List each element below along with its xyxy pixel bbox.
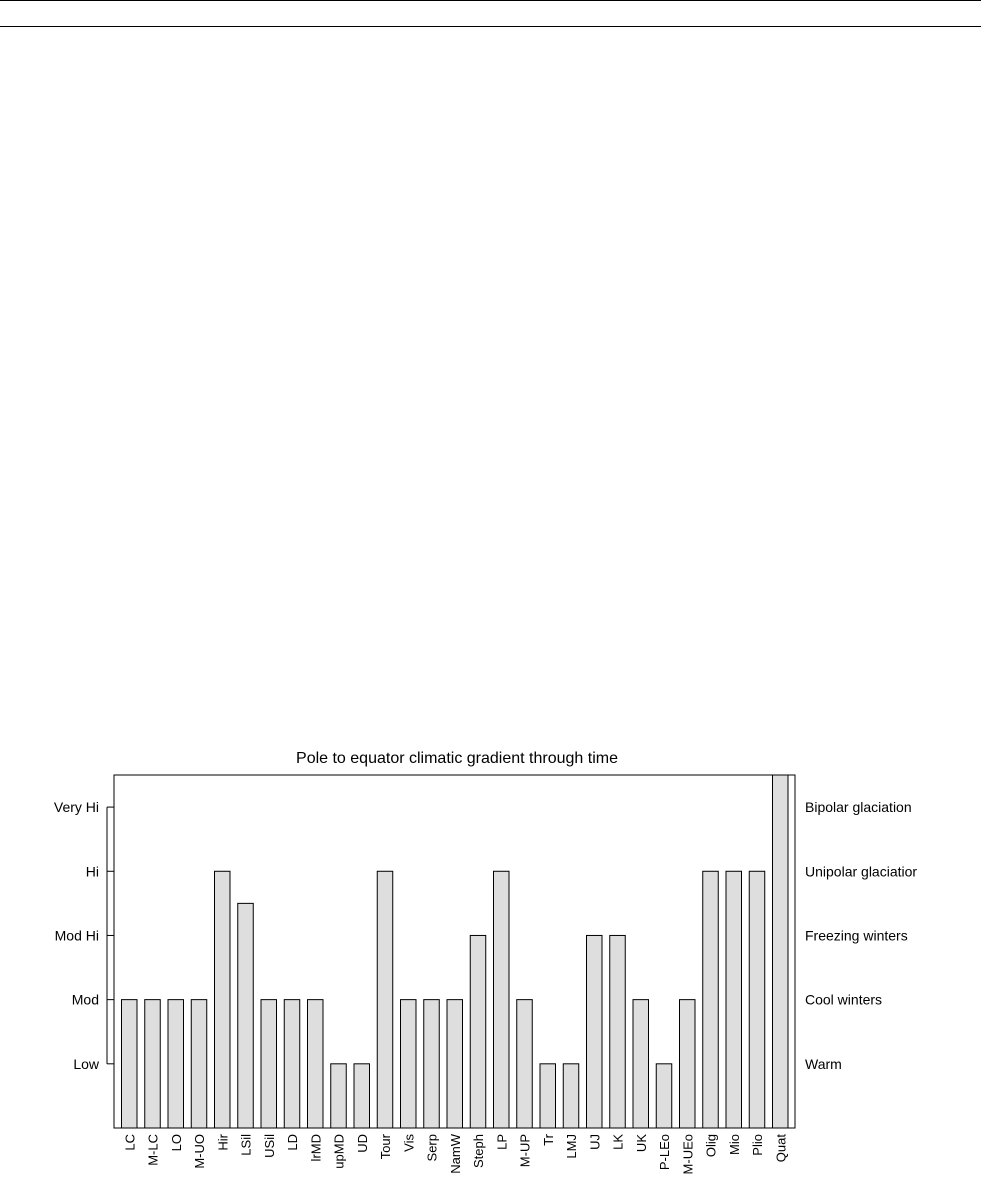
x-tick-label: UD [354, 1134, 370, 1153]
x-tick-label: NamW [447, 1134, 463, 1174]
x-tick-label: LMJ [564, 1134, 579, 1159]
x-tick-label: Tr [540, 1134, 556, 1146]
x-tick-label: LO [168, 1134, 184, 1152]
x-tick-label: M-UO [192, 1134, 207, 1169]
bar-upmd [331, 1064, 347, 1128]
bar-lc [122, 1000, 138, 1128]
right-axis [805, 799, 917, 1072]
bar-m-uo [191, 1000, 207, 1128]
bar-ld [284, 1000, 300, 1128]
y-tick-label: Mod Hi [54, 927, 99, 944]
y-tick-label: Mod [71, 991, 99, 1008]
x-tick-label: Vis [401, 1134, 417, 1152]
x-tick-label: lrMD [308, 1134, 324, 1162]
x-tick-label: LP [494, 1134, 510, 1150]
right-axis-label: Freezing winters [805, 927, 908, 944]
bar-uk [633, 1000, 649, 1128]
x-axis-labels [122, 1133, 788, 1174]
bar-serp [424, 1000, 440, 1128]
x-tick-label: Tour [378, 1134, 393, 1160]
bar-m-lc [145, 1000, 161, 1128]
bar-vis [401, 1000, 417, 1128]
bar-quat [773, 775, 789, 1128]
y-axis [54, 799, 114, 1072]
bar-m-up [517, 1000, 533, 1128]
x-tick-label: Quat [773, 1134, 789, 1163]
x-tick-label: M-UEo [680, 1134, 696, 1175]
y-tick-label: Low [73, 1055, 99, 1072]
bar-plio [749, 871, 765, 1128]
right-axis-label: Cool winters [805, 991, 883, 1008]
bar-lp [494, 871, 510, 1128]
x-tick-label: UJ [587, 1134, 603, 1150]
bar-namw [447, 1000, 463, 1128]
bar-olig [703, 871, 719, 1128]
bar-ud [354, 1064, 370, 1128]
bar-usil [261, 1000, 277, 1128]
chart-title: Pole to equator climatic gradient through time [296, 750, 618, 767]
right-axis-label: Warm [805, 1055, 842, 1072]
x-tick-label: UK [633, 1134, 649, 1153]
bars-group [122, 775, 789, 1128]
x-tick-label: LK [610, 1134, 626, 1150]
bar-lrmd [308, 1000, 324, 1128]
bar-hir [215, 871, 231, 1128]
x-tick-label: Serp [424, 1134, 440, 1162]
y-tick-label: Hi [85, 863, 99, 880]
x-tick-label: Olig [703, 1134, 719, 1158]
y-tick-label: Very Hi [53, 799, 99, 816]
bar-lo [168, 1000, 184, 1128]
bar-p-leo [656, 1064, 672, 1128]
x-tick-label: LSil [238, 1134, 254, 1156]
bar-lmj [563, 1064, 579, 1128]
x-tick-label: Mio [726, 1134, 742, 1155]
right-axis-label: Bipolar glaciation [805, 799, 912, 816]
right-axis-label: Unipolar glaciatior [805, 863, 918, 880]
x-tick-label: USil [261, 1134, 277, 1158]
bar-m-ueo [680, 1000, 696, 1128]
x-tick-label: Hir [215, 1134, 231, 1151]
x-tick-label: upMD [331, 1134, 347, 1169]
x-tick-label: Steph [471, 1134, 486, 1168]
bar-lsil [238, 903, 254, 1128]
x-tick-label: P-LEo [657, 1134, 672, 1171]
bar-lk [610, 935, 626, 1128]
bar-uj [587, 935, 603, 1128]
x-tick-label: Plio [750, 1134, 765, 1156]
bar-mio [726, 871, 742, 1128]
bar-steph [470, 935, 486, 1128]
x-tick-label: M-LC [145, 1134, 161, 1166]
x-tick-label: M-UP [517, 1134, 533, 1168]
x-tick-label: LC [122, 1134, 138, 1151]
bar-tour [377, 871, 393, 1128]
x-tick-label: LD [285, 1134, 300, 1151]
bar-tr [540, 1064, 556, 1128]
